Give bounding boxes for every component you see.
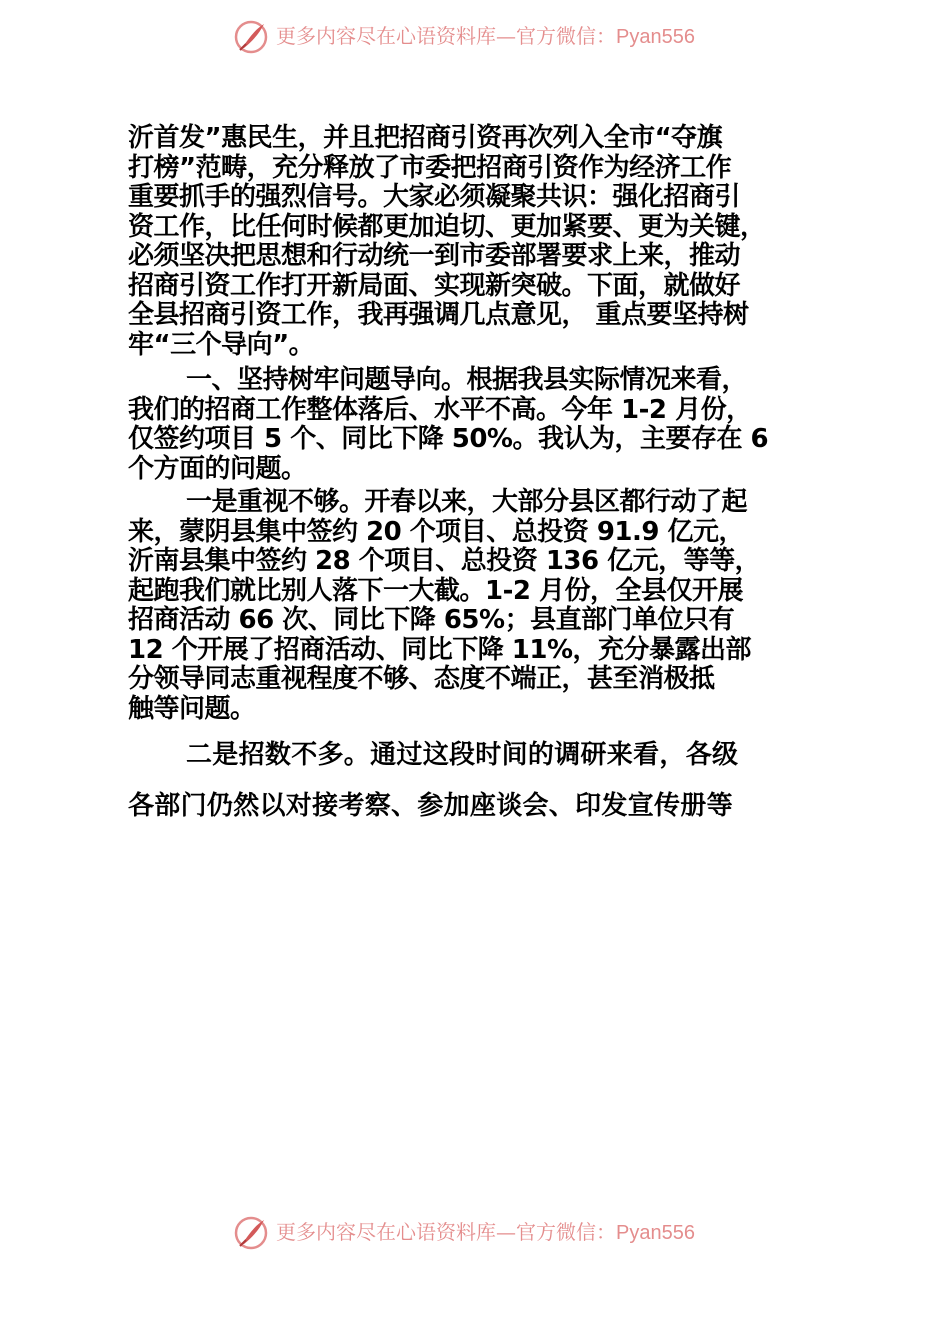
feather-pen-logo-icon bbox=[232, 1214, 270, 1252]
text-line: 触等问题。 bbox=[128, 693, 256, 724]
paragraph-3 bbox=[128, 488, 842, 724]
text-line: 分领导同志重视程度不够、态度不端正，甚至消极抵 bbox=[128, 664, 715, 694]
text-line: 各部门仍然以对接考察、参加座谈会、印发宣传册等 bbox=[128, 791, 733, 821]
text-line: 一是重视不够。开春以来，大部分县区都行动了起 bbox=[186, 487, 748, 517]
text-line: 仅签约项目 5 个、同比下降 50%。我认为，主要存在 6 bbox=[128, 424, 769, 454]
text-line: 我们的招商工作整体落后、水平不高。今年 1-2 月份， bbox=[128, 394, 752, 425]
text-line: 12 个开展了招商活动、同比下降 11%，充分暴露出部 bbox=[128, 634, 752, 665]
text-line: 沂首发”惠民生，并且把招商引资再次列入全市“夺旗 bbox=[128, 123, 723, 153]
header-watermark-id: Pyan556 bbox=[616, 26, 695, 48]
text-line: 重要抓手的强烈信号。大家必须凝聚共识：强化招商引 bbox=[128, 182, 741, 212]
text-line: 沂南县集中签约 28 个项目、总投资 136 亿元，等等， bbox=[128, 546, 761, 576]
footer-watermark-id: Pyan556 bbox=[616, 1222, 695, 1244]
paragraph-4 bbox=[128, 730, 842, 832]
header-watermark-cn: 更多内容尽在心语资料库—官方微信： bbox=[276, 24, 616, 48]
text-line: 资工作，比任何时候都更加迫切、更加紧要、更为关键， bbox=[128, 211, 766, 242]
text-line: 必须坚决把思想和行动统一到市委部署要求上来，推动 bbox=[128, 241, 741, 271]
footer-watermark-cn: 更多内容尽在心语资料库—官方微信： bbox=[276, 1220, 616, 1244]
text-line: 牢“三个导向”。 bbox=[128, 329, 315, 360]
header-watermark-text bbox=[276, 22, 695, 50]
text-line: 二是招数不多。通过这段时间的调研来看，各级 bbox=[186, 740, 739, 770]
text-line: 来，蒙阴县集中签约 20 个项目、总投资 91.9 亿元， bbox=[128, 516, 745, 547]
text-line: 招商活动 66 次、同比下降 65%；县直部门单位只有 bbox=[128, 605, 735, 635]
text-line: 招商引资工作打开新局面、实现新突破。下面，就做好 bbox=[128, 270, 741, 301]
footer-watermark-text bbox=[276, 1218, 695, 1246]
text-line: 个方面的问题。 bbox=[128, 453, 307, 484]
feather-pen-logo-icon bbox=[232, 18, 270, 56]
paragraph-2 bbox=[128, 366, 842, 484]
text-line: 全县招商引资工作，我再强调几点意见， 重点要坚持树 bbox=[128, 300, 749, 330]
footer-watermark bbox=[0, 1212, 950, 1252]
text-line: 打榜”范畴，充分释放了市委把招商引资作为经济工作 bbox=[128, 152, 732, 183]
text-line: 起跑我们就比别人落下一大截。1-2 月份，全县仅开展 bbox=[128, 575, 744, 606]
paragraph-1 bbox=[128, 124, 842, 360]
header-watermark bbox=[0, 16, 950, 56]
document-body bbox=[128, 124, 842, 832]
section-heading-line: 一、坚持树牢问题导向。根据我县实际情况来看， bbox=[186, 365, 748, 395]
